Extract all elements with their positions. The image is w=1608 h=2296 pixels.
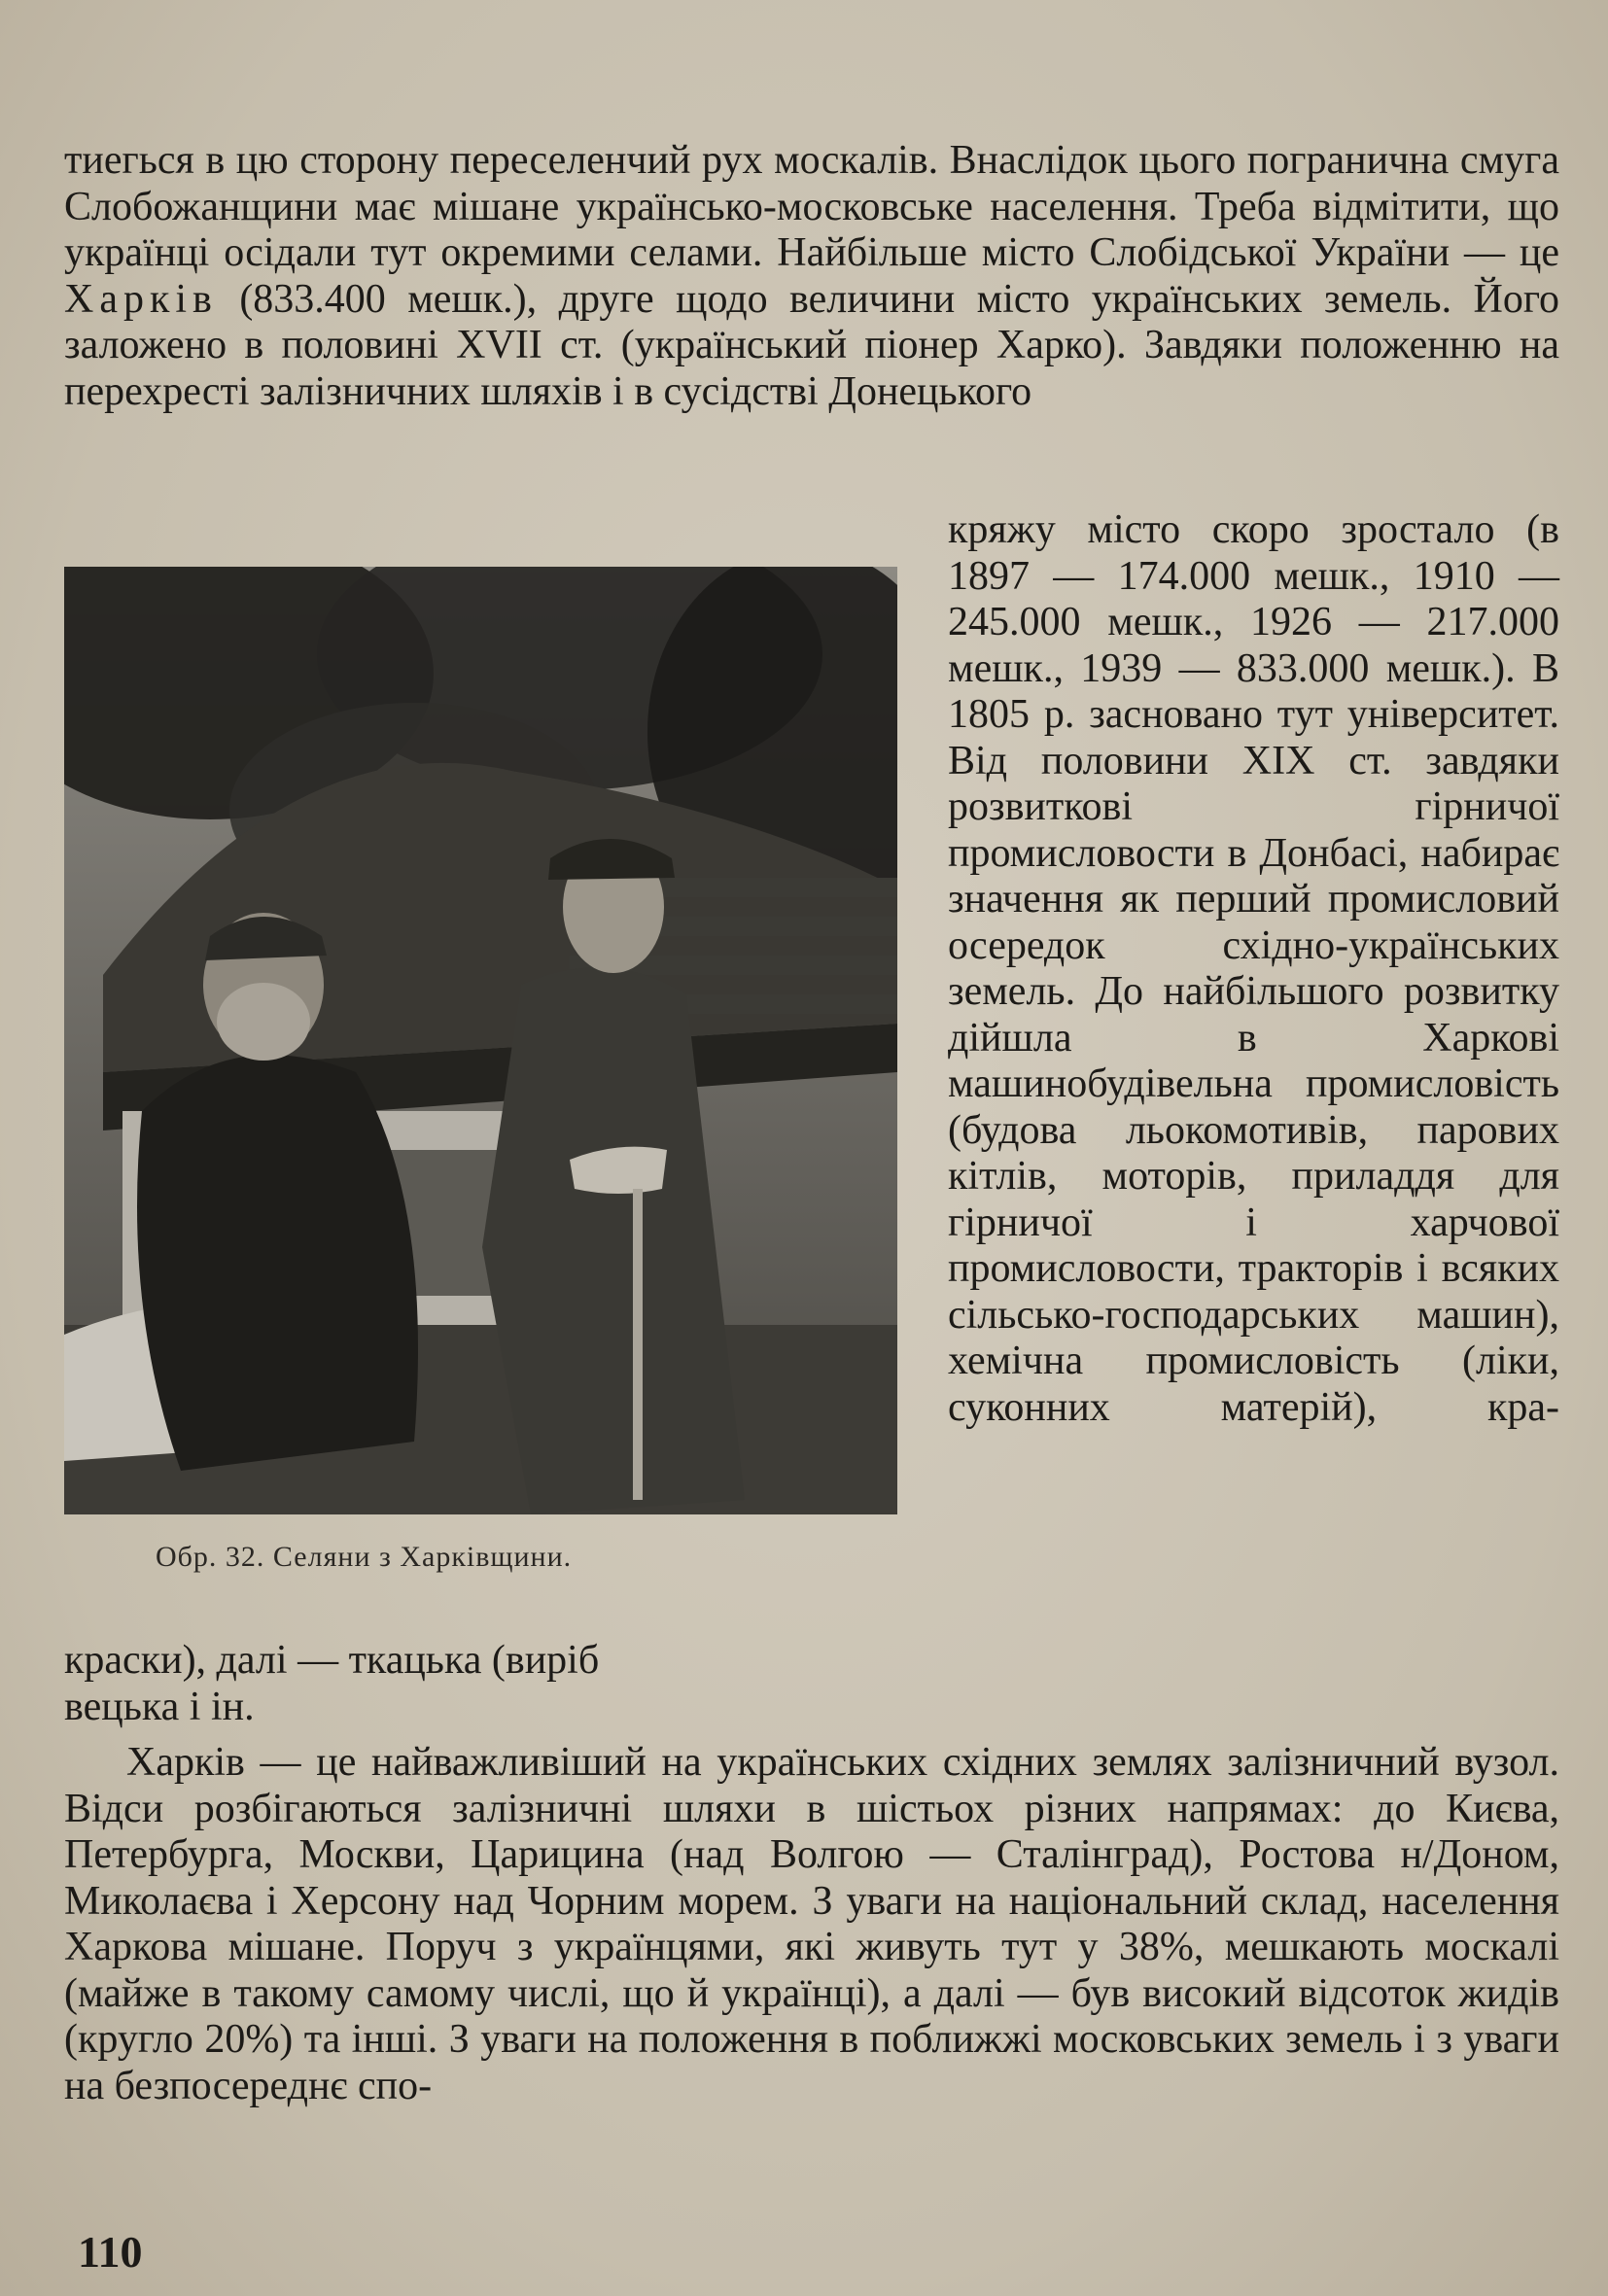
paragraph-after-figure — [64, 1638, 1559, 1730]
paragraph-after-figure-end: вецька і ін. — [64, 1684, 255, 1729]
paragraph-top — [64, 138, 1559, 415]
paragraph-wrap: кряжу місто скоро зростало (в 1897 — 174.000 мешк., 1910 — 245.000 мешк., 1926 — 217.000 мешк., 1939 — 833.000 мешк.). В 1805 р. засновано тут університет. Від половини XIX ст. завдяки розвиткові гірничої промисловости в Донбасі, набирає значення як перший промисловий осередок східно-українських земель. До найбільшого розвитку дійшла в Харкові машинобудівельна промисловість (будова льокомотивів, парових кітлів, моторів, приладдя для гірничої і харчової промисловости, тракторів і всяких сільсько-господарських машин), хемічна промисловість (ліки, суконних матерій), кра- — [948, 507, 1559, 1430]
paragraph-kharkiv: Харків — це найважливіший на українських східних землях залізничний вузол. Відси розбігаються залізничні шляхи в шістьох різних напрямах: до Києва, Петербурга, Москви, Царицина (над Волгою — Сталінград), Ростова н/Доном, Миколаєва і Херсону над Чорним морем. З уваги на національний склад, населення Харкова мішане. Поруч з українцями, які живуть тут у 38%, мешкають москалі (майже в такому самому числі, що й українці), а далі — був високий відсоток жидів (кругло 20%) та інші. З уваги на положення в поближжі московських земель і з уваги на безпосереднє спо- — [64, 1740, 1559, 2108]
city-name-spaced: Харків — [64, 276, 218, 322]
figure-caption: Обр. 32. Селяни з Харківщини. — [156, 1541, 573, 1573]
paragraph-top-text: тиeгься в цю сторону переселенчий рух москалів. Внаслідок цього погранична смуга Слобожанщини має мішане українсько-московське населення. Треба відмітити, що українці осідали тут окремими селами. Найбільше місто Слобідської України — це — [64, 138, 1559, 275]
page-number: 110 — [78, 2227, 143, 2277]
paragraph-after-figure-text: краски), далі — ткацька (виріб — [64, 1638, 600, 1683]
photo-peasants — [64, 567, 897, 1514]
photo-illustration — [64, 567, 897, 1514]
paragraph-top-continued: (833.400 мешк.), друге щодо величини місто українських земель. Його заложено в половині XVII ст. (український піонер Харко). Завдяки положенню на перехресті залізничних шляхів і в сусідстві Донецького — [64, 276, 1560, 414]
